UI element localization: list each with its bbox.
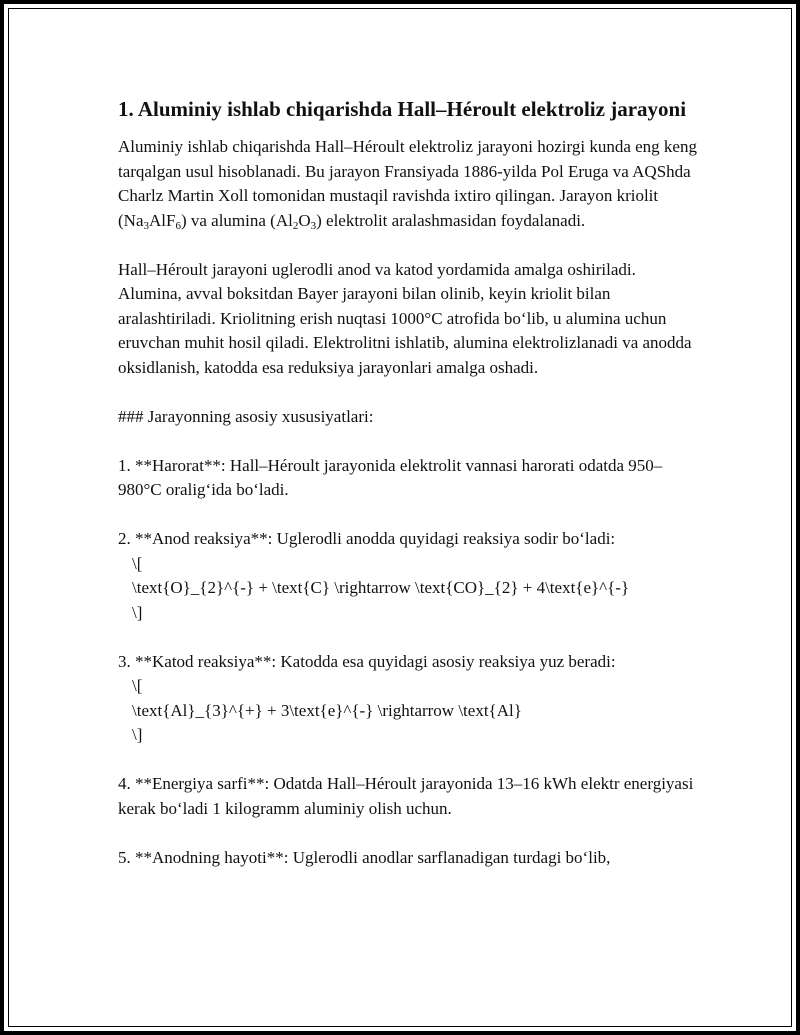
subscript: 2 [292, 219, 299, 232]
list-item-anode-life: 5. **Anodning hayoti**: Uglerodli anodlar sarflanadigan turdagi bo‘lib, [118, 847, 611, 867]
intro-text-e: ) elektrolit aralashmasidan foydalanadi. [316, 210, 586, 230]
subscript: 3 [310, 219, 317, 232]
list-item-energy: 4. **Energiya sarfi**: Odatda Hall–Héroult jarayonida 13–16 kWh elektr energiyasi kerak bo‘ladi 1 kilogramm aluminiy olish uchun. [118, 774, 694, 818]
intro-text-c: ) va alumina (Al [180, 210, 293, 230]
intro-text-b: AlF [148, 210, 176, 230]
formula-open: \[ [132, 676, 143, 695]
document-body [118, 95, 698, 870]
formula-open: \[ [132, 553, 143, 573]
list-item-anode: 2. **Anod reaksiya**: Uglerodli anodda quyidagi reaksiya sodir bo‘ladi: [118, 529, 616, 548]
process-paragraph: Hall–Héroult jarayoni uglerodli anod va katod yordamida amalga oshiriladi. Alumina, avval boksitdan Bayer jarayoni bilan olinib, keyin kriolit bilan aralashtiriladi. Kriolitning erish nuqtasi 1000°C atrofida bo‘lib, u alumina uchun eruvchan muhit hosil qiladi. Elektrolitni ishlatib, alumina elektrolizlanadi va anodda oksidlanish, katodda esa reduksiya jarayonlari amalga oshadi. [118, 259, 692, 377]
intro-text-a: Aluminiy ishlab chiqarishda Hall–Héroult elektroliz jarayoni hozirgi kunda eng keng tarqalgan usul hisoblanadi. Bu jarayon Fransiyada 1886-yilda Pol Eruga va AQShda Charlz Martin Xoll tomonidan mustaqil ravishda ixtiro qilingan. Jarayon kriolit (Na [118, 137, 697, 230]
list-item-cathode: 3. **Katod reaksiya**: Katodda esa quyidagi asosiy reaksiya yuz beradi: [118, 651, 616, 671]
formula-close: \] [132, 725, 143, 744]
cathode-formula: \text{Al}_{3}^{+} + 3\text{e}^{-} \rightarrow \text{Al} [132, 700, 522, 720]
anode-formula: \text{O}_{2}^{-} + \text{C} \rightarrow \text{CO}_{2} + 4\text{e}^{-} [132, 578, 630, 597]
subheading: ### Jarayonning asosiy xususiyatlari: [118, 406, 374, 426]
section-heading: 1. Aluminiy ishlab chiqarishda Hall–Héroult elektroliz jarayoni [118, 97, 687, 121]
subscript: 6 [175, 219, 181, 232]
formula-close: \] [132, 602, 143, 622]
list-item-temperature: 1. **Harorat**: Hall–Héroult jarayonida elektrolit vannasi harorati odatda 950–980°C oralig‘ida bo‘ladi. [118, 455, 663, 499]
intro-paragraph [118, 135, 698, 233]
intro-text-d: O [298, 210, 311, 230]
subscript: 3 [143, 219, 149, 232]
